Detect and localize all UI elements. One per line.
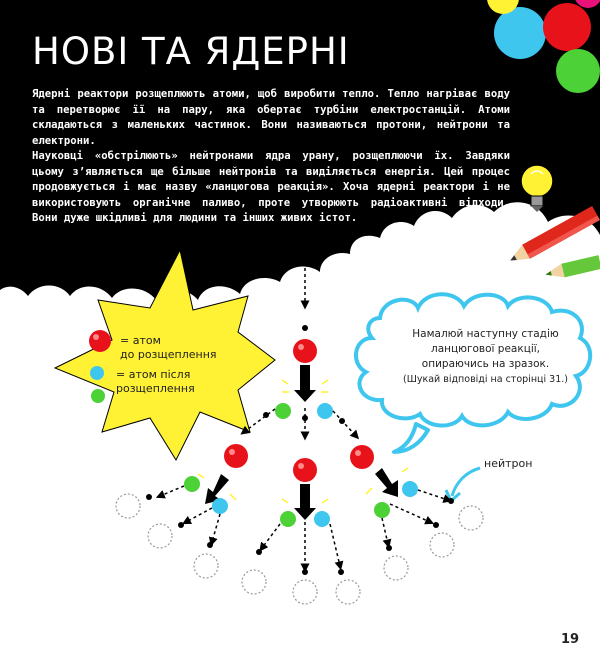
atom-level2-center-product-blue [314, 511, 330, 527]
bubble-line-4: (Шукай відповіді на сторінці 31.) [403, 374, 568, 385]
legend-after-line2: розщеплення [116, 382, 195, 395]
atom-level2-right [350, 445, 374, 469]
incoming-neutron [302, 325, 308, 331]
atom-level2-right-product-blue [402, 481, 418, 497]
bubble-line-1: Намалюй наступну стадію [412, 328, 559, 340]
split-arrow-center [294, 484, 316, 520]
bubble-line-3: опираючись на зразок. [421, 358, 550, 370]
speech-bubble-tail [394, 424, 428, 452]
split-arrow-top [294, 365, 316, 402]
atom-level2-center-product-green [280, 511, 296, 527]
bubble-instructions [383, 327, 588, 387]
blue-circle-decoration [494, 7, 546, 59]
atom-level2-left-product-blue [212, 498, 228, 514]
neutron-right [339, 418, 345, 424]
neutron-left [263, 412, 269, 418]
atom-level2-left-product-green [184, 476, 200, 492]
legend-neutron-blue [90, 366, 104, 380]
neutron-path-left [244, 409, 275, 432]
atom-level2-left [224, 444, 248, 468]
legend-after-label [116, 368, 195, 396]
green-pencil-icon [544, 255, 600, 281]
atom-top-before [293, 339, 317, 363]
page-number: 19 [561, 632, 580, 647]
atom-level1-green [275, 403, 291, 419]
intro-paragraph-2: Науковці «обстрілюють» нейтронами ядра урану, розщеплюючи їх. Завдяки цьому з’являється ще більше нейтронів та виділяється енергія. Цей процес продовжується і має назву «ланцюгова реакція». Хоча ядерні реактори і не використовують органічне паливо, проте утворюють радіоактивні відходи. Вони дуже шкідливі для людини та інших живих істот. [32, 150, 510, 224]
atom-level2-right-product-green [374, 502, 390, 518]
legend-before-line2: до розщеплення [120, 348, 217, 361]
legend-after-line1: = атом після [116, 368, 191, 381]
legend-before-label [120, 334, 217, 362]
bubble-line-2: ланцюгової реакції, [430, 343, 541, 355]
neutron-pointer-arrow [452, 468, 480, 496]
split-arrow-right [375, 468, 398, 497]
red-circle-decoration [543, 3, 591, 51]
legend-before-line1: = атом [120, 334, 161, 347]
page-title: НОВІ ТА ЯДЕРНІ [32, 30, 350, 73]
legend-neutron-green [91, 389, 105, 403]
neutron-center [302, 415, 308, 421]
green-circle-decoration [556, 49, 600, 93]
atom-level1-blue [317, 403, 333, 419]
neutron-path-right [333, 411, 356, 436]
intro-text [32, 87, 510, 227]
intro-paragraph-1: Ядерні реактори розщеплюють атоми, щоб виробити тепло. Тепло нагріває воду та перетворює її на пару, яка обертає турбіни електростанцій. Атоми складаються з маленьких частинок. Вони називаються протони, нейтрони та електрони. [32, 88, 510, 147]
legend-atom-before [89, 330, 111, 352]
neutron-label: нейтрон [484, 457, 533, 470]
atom-level2-center [293, 458, 317, 482]
